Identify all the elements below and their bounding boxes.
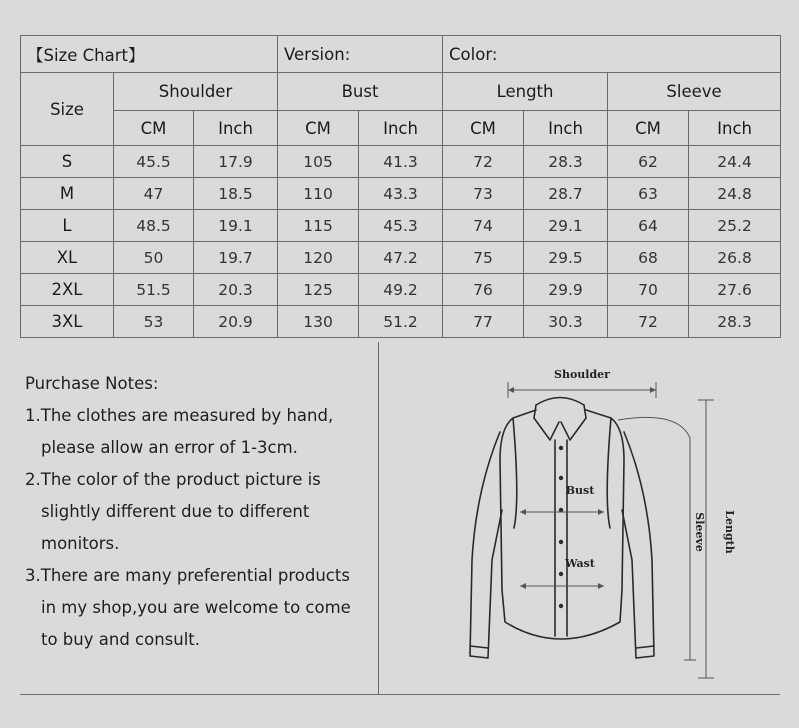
unit-cm: CM <box>278 111 359 146</box>
group-sleeve: Sleeve <box>608 73 781 111</box>
note-line: 2.The color of the product picture is <box>25 470 321 489</box>
purchase-notes <box>25 368 370 656</box>
measurement-cell: 25.2 <box>689 210 781 242</box>
unit-inch: Inch <box>689 111 781 146</box>
measurement-cell: 47.2 <box>359 242 443 274</box>
measurement-cell: 17.9 <box>194 146 278 178</box>
measurement-cell: 130 <box>278 306 359 338</box>
length-label: Length <box>723 510 736 554</box>
unit-cm: CM <box>608 111 689 146</box>
measurement-cell: 20.3 <box>194 274 278 306</box>
measurement-cell: 76 <box>443 274 524 306</box>
measurement-cell: 120 <box>278 242 359 274</box>
measurement-cell: 47 <box>114 178 194 210</box>
measurement-cell: 43.3 <box>359 178 443 210</box>
measurement-cell: 45.3 <box>359 210 443 242</box>
measurement-cell: 51.5 <box>114 274 194 306</box>
measurement-cell: 125 <box>278 274 359 306</box>
color-label: Color: <box>443 36 781 73</box>
unit-cm: CM <box>443 111 524 146</box>
measurement-cell: 72 <box>443 146 524 178</box>
note-line: in my shop,you are welcome to come <box>41 598 351 617</box>
shirt-outline-icon <box>470 398 654 659</box>
measurement-cell: 115 <box>278 210 359 242</box>
measurement-cell: 24.8 <box>689 178 781 210</box>
measurement-cell: 29.9 <box>524 274 608 306</box>
measurement-cell: 53 <box>114 306 194 338</box>
measurement-cell: 51.2 <box>359 306 443 338</box>
measurement-cell: 28.3 <box>689 306 781 338</box>
note-line: to buy and consult. <box>41 630 201 649</box>
measurement-cell: 29.5 <box>524 242 608 274</box>
table-header-row <box>21 36 781 73</box>
shirt-buttons-icon <box>559 446 563 608</box>
measurement-cell: 48.5 <box>114 210 194 242</box>
size-cell: M <box>21 178 114 210</box>
measurement-cell: 45.5 <box>114 146 194 178</box>
table-row <box>21 210 781 242</box>
group-length: Length <box>443 73 608 111</box>
measurement-cell: 27.6 <box>689 274 781 306</box>
measurement-cell: 19.7 <box>194 242 278 274</box>
bust-label: Bust <box>565 484 595 497</box>
measurement-cell: 30.3 <box>524 306 608 338</box>
measurement-cell: 50 <box>114 242 194 274</box>
notes-heading: Purchase Notes: <box>25 374 159 393</box>
measurement-cell: 62 <box>608 146 689 178</box>
measurement-cell: 64 <box>608 210 689 242</box>
measurement-cell: 105 <box>278 146 359 178</box>
measurement-cell: 73 <box>443 178 524 210</box>
shoulder-label: Shoulder <box>554 368 610 381</box>
table-row <box>21 242 781 274</box>
measurement-cell: 110 <box>278 178 359 210</box>
bottom-section <box>20 342 780 695</box>
measurement-cell: 18.5 <box>194 178 278 210</box>
measurement-cell: 70 <box>608 274 689 306</box>
measurement-cell: 49.2 <box>359 274 443 306</box>
unit-cm: CM <box>114 111 194 146</box>
size-cell: S <box>21 146 114 178</box>
note-line: 1.The clothes are measured by hand, <box>25 406 334 425</box>
unit-inch: Inch <box>359 111 443 146</box>
size-header: Size <box>21 73 114 146</box>
measurement-cell: 24.4 <box>689 146 781 178</box>
version-label: Version: <box>278 36 443 73</box>
size-cell: 2XL <box>21 274 114 306</box>
group-bust: Bust <box>278 73 443 111</box>
size-rows <box>21 146 781 338</box>
group-shoulder: Shoulder <box>114 73 278 111</box>
measurement-cell: 63 <box>608 178 689 210</box>
section-divider <box>378 342 379 694</box>
unit-inch: Inch <box>524 111 608 146</box>
unit-inch: Inch <box>194 111 278 146</box>
note-line: slightly different due to different <box>41 502 310 521</box>
table-row <box>21 178 781 210</box>
size-cell: 3XL <box>21 306 114 338</box>
size-chart-title: 【Size Chart】 <box>21 36 278 73</box>
table-row <box>21 146 781 178</box>
measurement-cell: 19.1 <box>194 210 278 242</box>
measurement-cell: 41.3 <box>359 146 443 178</box>
table-row <box>21 306 781 338</box>
sleeve-label: Sleeve <box>693 512 706 552</box>
measurement-cell: 28.7 <box>524 178 608 210</box>
measurement-cell: 20.9 <box>194 306 278 338</box>
table-row <box>21 274 781 306</box>
shirt-measurement-diagram <box>458 360 758 690</box>
note-line: 3.There are many preferential products <box>25 566 350 585</box>
measurement-cell: 75 <box>443 242 524 274</box>
unit-header-row <box>21 111 781 146</box>
measurement-cell: 26.8 <box>689 242 781 274</box>
note-line: monitors. <box>41 534 120 553</box>
measurement-cell: 77 <box>443 306 524 338</box>
measurement-cell: 68 <box>608 242 689 274</box>
waist-label: Wast <box>565 557 595 570</box>
note-line: please allow an error of 1-3cm. <box>41 438 298 457</box>
measurement-cell: 28.3 <box>524 146 608 178</box>
size-chart-table <box>20 35 781 338</box>
measurement-cell: 72 <box>608 306 689 338</box>
size-cell: XL <box>21 242 114 274</box>
size-cell: L <box>21 210 114 242</box>
measurement-cell: 29.1 <box>524 210 608 242</box>
group-header-row <box>21 73 781 111</box>
measurement-cell: 74 <box>443 210 524 242</box>
